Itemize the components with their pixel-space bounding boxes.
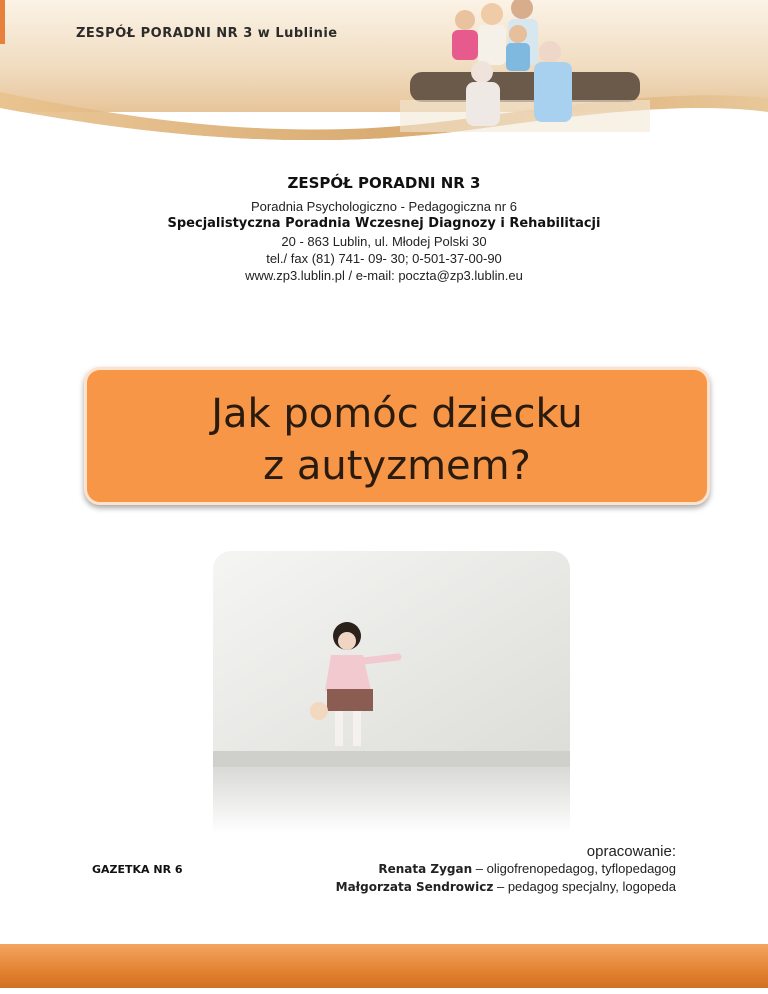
prepared-by-label: opracowanie: bbox=[586, 843, 676, 860]
author-1-name: Renata Zygan bbox=[378, 862, 473, 876]
institution-address: 20 - 863 Lublin, ul. Młodej Polski 30 bbox=[281, 234, 487, 249]
gazette-label: GAZETKA NR 6 bbox=[92, 863, 183, 876]
header-title: ZESPÓŁ PORADNI NR 3 w Lublinie bbox=[76, 26, 338, 41]
author-2-role: – pedagog specjalny, logopeda bbox=[493, 879, 676, 894]
title-line-1: Jak pomóc dziecku bbox=[211, 391, 583, 437]
title-box bbox=[84, 367, 710, 505]
institution-line1: Poradnia Psychologiczno - Pedagogiczna nr 6 bbox=[251, 199, 517, 214]
author-2-name: Małgorzata Sendrowicz bbox=[335, 880, 494, 894]
author-2 bbox=[336, 878, 676, 896]
header-band bbox=[0, 0, 768, 140]
institution-line2: Specjalistyczna Poradnia Wczesnej Diagnozy i Rehabilitacji bbox=[167, 216, 601, 231]
bottom-band bbox=[0, 944, 768, 994]
author-1 bbox=[336, 860, 676, 878]
title-line-2: z autyzmem? bbox=[263, 443, 531, 489]
institution-block bbox=[0, 174, 768, 284]
institution-web: www.zp3.lublin.pl / e-mail: poczta@zp3.lublin.eu bbox=[245, 268, 523, 283]
header-wave-graphic bbox=[0, 0, 768, 140]
institution-phone: tel./ fax (81) 741- 09- 30; 0-501-37-00-90 bbox=[266, 251, 502, 266]
institution-name: ZESPÓŁ PORADNI NR 3 bbox=[287, 174, 481, 192]
child-photo bbox=[213, 551, 570, 834]
author-1-role: – oligofrenopedagog, tyflopedagog bbox=[472, 861, 676, 876]
family-photo bbox=[400, 0, 650, 132]
authors-block bbox=[336, 843, 676, 896]
